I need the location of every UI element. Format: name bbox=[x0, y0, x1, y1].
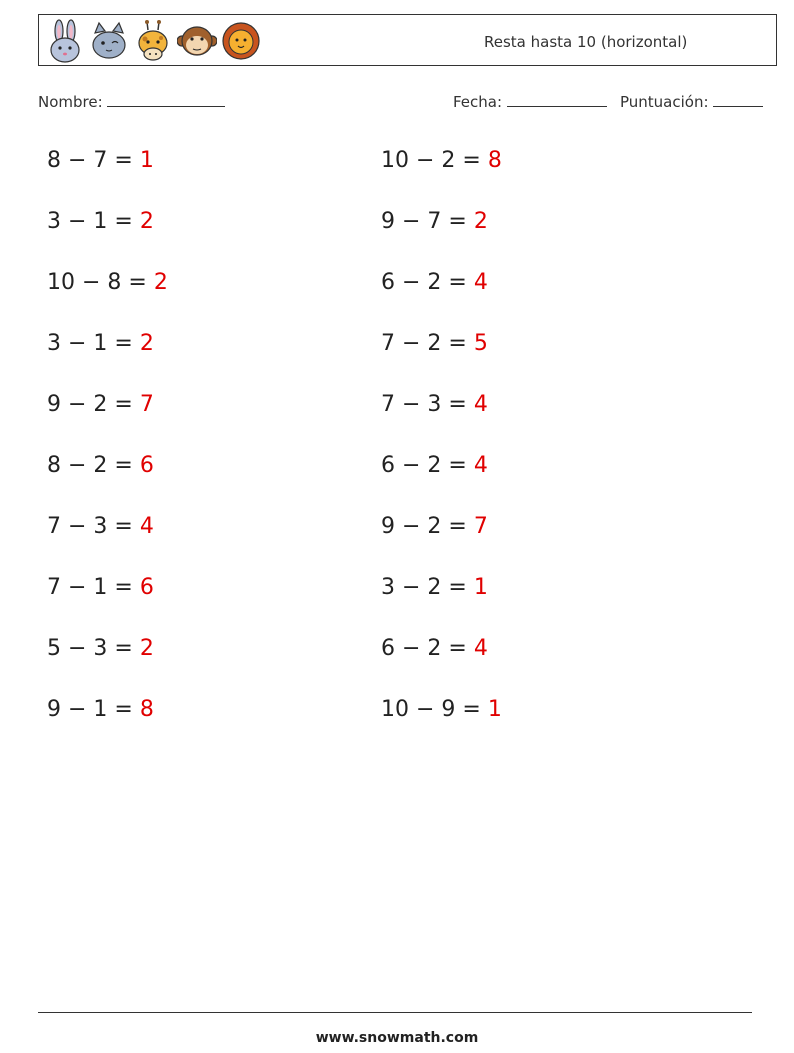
problem-answer: 6 bbox=[139, 453, 154, 478]
worksheet-header bbox=[38, 14, 777, 66]
problem-expression: 9 − 1 = bbox=[47, 697, 133, 722]
problem-left-2 bbox=[47, 209, 154, 234]
problem-expression: 3 − 2 = bbox=[381, 575, 467, 600]
problem-answer: 4 bbox=[473, 392, 488, 417]
problem-answer: 7 bbox=[139, 392, 154, 417]
problem-answer: 2 bbox=[139, 209, 154, 234]
date-blank bbox=[507, 92, 607, 107]
problem-expression: 9 − 2 = bbox=[47, 392, 133, 417]
problem-answer: 1 bbox=[487, 697, 502, 722]
footer-divider bbox=[38, 1012, 752, 1013]
problem-answer: 6 bbox=[139, 575, 154, 600]
problem-right-7 bbox=[381, 514, 488, 539]
name-label: Nombre: bbox=[38, 93, 103, 111]
lion-icon bbox=[221, 19, 261, 63]
problem-expression: 10 − 9 = bbox=[381, 697, 481, 722]
name-field bbox=[38, 92, 225, 111]
problem-right-10 bbox=[381, 697, 502, 722]
problem-left-6 bbox=[47, 453, 154, 478]
problem-right-6 bbox=[381, 453, 488, 478]
problem-answer: 2 bbox=[139, 636, 154, 661]
problem-expression: 3 − 1 = bbox=[47, 209, 133, 234]
problem-expression: 7 − 2 = bbox=[381, 331, 467, 356]
problem-left-1 bbox=[47, 148, 154, 173]
monkey-icon bbox=[177, 19, 217, 63]
score-blank bbox=[713, 92, 763, 107]
rabbit-icon bbox=[45, 19, 85, 63]
problem-left-8 bbox=[47, 575, 154, 600]
animal-icons bbox=[45, 19, 261, 63]
problem-answer: 7 bbox=[473, 514, 488, 539]
problem-answer: 8 bbox=[487, 148, 502, 173]
problem-expression: 9 − 7 = bbox=[381, 209, 467, 234]
problem-answer: 4 bbox=[473, 636, 488, 661]
problem-left-5 bbox=[47, 392, 154, 417]
problem-right-8 bbox=[381, 575, 488, 600]
problem-expression: 8 − 7 = bbox=[47, 148, 133, 173]
cat-icon bbox=[89, 19, 129, 63]
problem-right-9 bbox=[381, 636, 488, 661]
date-field bbox=[453, 92, 607, 111]
problem-answer: 4 bbox=[473, 453, 488, 478]
problem-right-3 bbox=[381, 270, 488, 295]
problem-right-5 bbox=[381, 392, 488, 417]
problem-expression: 6 − 2 = bbox=[381, 636, 467, 661]
problem-left-10 bbox=[47, 697, 154, 722]
name-blank bbox=[107, 92, 225, 107]
problem-answer: 8 bbox=[139, 697, 154, 722]
problem-right-2 bbox=[381, 209, 488, 234]
problem-expression: 7 − 1 = bbox=[47, 575, 133, 600]
problem-expression: 6 − 2 = bbox=[381, 453, 467, 478]
problem-left-9 bbox=[47, 636, 154, 661]
score-field bbox=[620, 92, 763, 111]
giraffe-icon bbox=[133, 19, 173, 63]
score-label: Puntuación: bbox=[620, 93, 709, 111]
problem-answer: 4 bbox=[139, 514, 154, 539]
problem-expression: 10 − 8 = bbox=[47, 270, 147, 295]
date-label: Fecha: bbox=[453, 93, 503, 111]
problem-expression: 10 − 2 = bbox=[381, 148, 481, 173]
problem-left-7 bbox=[47, 514, 154, 539]
problem-right-1 bbox=[381, 148, 502, 173]
problem-right-4 bbox=[381, 331, 488, 356]
problem-expression: 7 − 3 = bbox=[381, 392, 467, 417]
problem-expression: 9 − 2 = bbox=[381, 514, 467, 539]
problem-answer: 1 bbox=[139, 148, 154, 173]
footer-url: www.snowmath.com bbox=[315, 1030, 479, 1046]
problem-expression: 8 − 2 = bbox=[47, 453, 133, 478]
worksheet-title: Resta hasta 10 (horizontal) bbox=[484, 33, 688, 51]
problem-expression: 7 − 3 = bbox=[47, 514, 133, 539]
problem-expression: 6 − 2 = bbox=[381, 270, 467, 295]
problem-answer: 2 bbox=[139, 331, 154, 356]
problem-expression: 3 − 1 = bbox=[47, 331, 133, 356]
problem-answer: 1 bbox=[473, 575, 488, 600]
problem-answer: 2 bbox=[153, 270, 168, 295]
problem-answer: 5 bbox=[473, 331, 488, 356]
problem-expression: 5 − 3 = bbox=[47, 636, 133, 661]
problem-left-3 bbox=[47, 270, 168, 295]
problem-left-4 bbox=[47, 331, 154, 356]
problem-answer: 4 bbox=[473, 270, 488, 295]
problem-answer: 2 bbox=[473, 209, 488, 234]
